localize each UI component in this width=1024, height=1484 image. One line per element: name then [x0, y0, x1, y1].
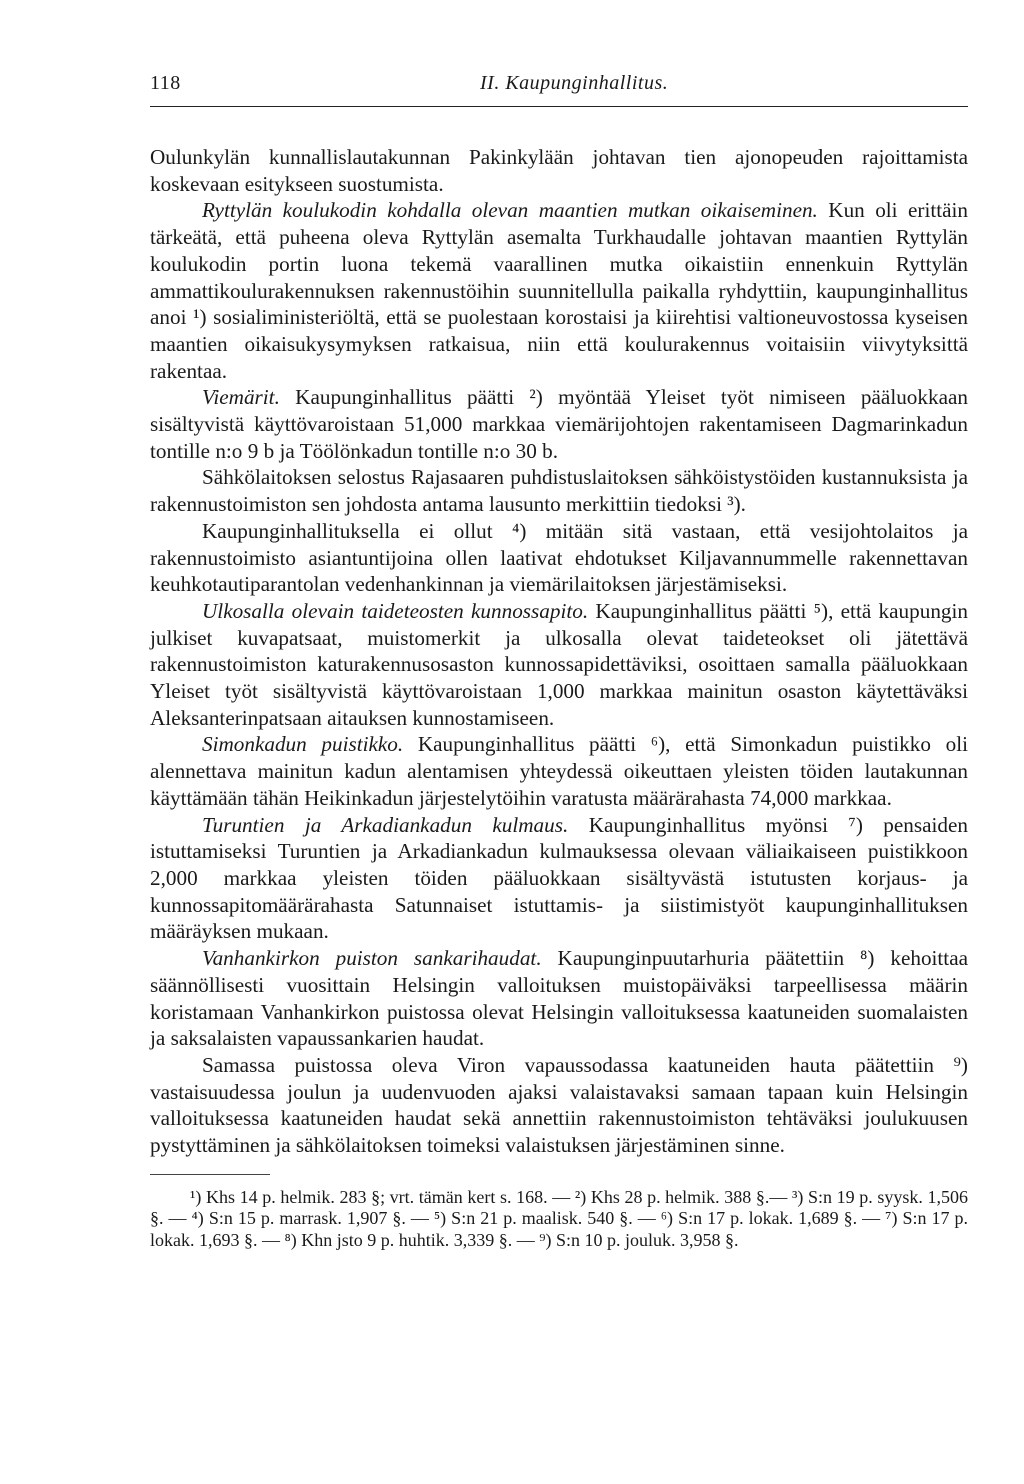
footnote-divider — [150, 1174, 270, 1175]
paragraph-simonkatu — [150, 731, 968, 811]
section-heading: Simonkadun puistikko. — [202, 732, 404, 757]
paragraph-ryttyla — [150, 197, 968, 384]
running-title: II. Kaupunginhallitus. — [480, 72, 669, 94]
paragraph-text: Kaupunginhallituksella ei ollut ⁴) mitään sitä vastaan, että vesijohtolaitos ja rakennustoimisto asiantuntijoina ollen laativat ehdotukset Kiljavannummelle rakennettavan keuhkotautiparantolan vedenhankinnan ja viemärilaitoksen järjestämiseksi. — [150, 518, 968, 597]
paragraph-sahkolaitos — [150, 464, 968, 517]
page-header — [150, 72, 968, 107]
paragraph-text: Oulunkylän kunnallislautakunnan Pakinkylään johtavan tien ajonopeuden rajoittamista koskevaan esitykseen suostumista. — [150, 145, 968, 196]
paragraph-text: Kaupunginpuutarhuria päätettiin ⁸) kehoittaa säännöllisesti vuosittain Helsingin valloituksen muistopäiväksi tarpeellisessa määrin koristamaan Vanhankirkon puistossa olevat Helsingin valloituksessa kaatuneiden suomalaisten ja saksalaisten vapaussankarien haudat. — [150, 946, 969, 1051]
section-heading: Ryttylän koulukodin kohdalla olevan maantien mutkan oikaiseminen. — [202, 198, 818, 223]
section-heading: Viemärit. — [202, 385, 280, 410]
section-heading: Ulkosalla olevain taideteosten kunnossapito. — [202, 598, 589, 623]
paragraph-vanhankirkko — [150, 945, 968, 1052]
paragraph-text: Kun oli erittäin tärkeätä, että puheena oleva Ryttylän asemalta Turkhaudalle johtavan maantien Ryttylän koulukodin portin luona tekemä vaarallinen mutka oikaistiin ennenkuin Ryttylän ammattikoulurakennuksen rakennustöihin suunnitellulla paikalla ryhdyttiin, kaupunginhallitus anoi ¹) sosialiministeriöltä, että se puolestaan korostaisi ja kiirehtisi valtioneuvostossa kyseisen maantien oikaisukysymyksen ratkaisua, niin että koulurakennus voitaisiin viivytyksittä rakentaa. — [150, 198, 968, 383]
paragraph-text: Kaupunginhallitus päätti ⁶), että Simonkadun puistikko oli alennettava mainitun kadun alentamisen yhteydessä oikeuttaen yleisten töiden lautakunnan käyttämään tähän Heikinkadun järjestelytöihin varatusta määrärahasta 74,000 markkaa. — [150, 732, 968, 810]
section-heading: Vanhankirkon puiston sankarihaudat. — [202, 946, 542, 971]
page-number: 118 — [150, 72, 181, 94]
document-page — [150, 72, 968, 1251]
body-text — [150, 144, 968, 1159]
paragraph-text: Kaupunginhallitus päätti ⁵), että kaupungin julkiset kuvapatsaat, muistomerkit ja ulkosalla olevat taideteokset oli jätettävä rakennustoimiston katurakennusosaston kunnossapidettäviksi, osoittaen samalla pääluokkaan Yleiset työt sisältyvistä käyttövaroistaan 1,000 markkaa mainitun osaston käytettäväksi Aleksanterinpatsaan aitauksen kunnostamiseen. — [150, 598, 968, 730]
paragraph-viemarit — [150, 384, 968, 464]
paragraph-viron-hauta — [150, 1052, 968, 1159]
section-heading: Turuntien ja Arkadiankadun kulmaus. — [202, 812, 569, 837]
paragraph-taideteokset — [150, 598, 968, 732]
paragraph-text: Samassa puistossa oleva Viron vapaussodassa kaatuneiden hauta päätettiin ⁹) vastaisuudessa joulun ja uudenvuoden ajaksi valaistavaksi samaan tapaan kuin Helsingin valloituksessa kaatuneiden haudat sekä annettiin rakennustoimiston tehtäväksi joulukuusen pystyttäminen ja sähkölaitoksen toimeksi valaistuksen järjestäminen sinne. — [150, 1052, 968, 1158]
paragraph-text: Kaupunginhallitus päätti ²) myöntää Yleiset työt nimiseen pääluokkaan sisältyvistä käyttövaroistaan 51,000 markkaa viemärijohtojen rakentamiseen Dagmarinkadun tontille n:o 9 b ja Töölönkadun tontille n:o 30 b. — [150, 385, 968, 463]
paragraph-text: Sähkölaitoksen selostus Rajasaaren puhdistuslaitoksen sähköistystöiden kustannuksista ja rakennustoimiston sen johdosta antama lausunto merkittiin tiedoksi ³). — [150, 465, 968, 517]
paragraph-vesijohtolaitos — [150, 518, 968, 598]
paragraph-oulunkyla — [150, 144, 968, 197]
paragraph-turuntie — [150, 812, 968, 946]
footnotes: ¹) Khs 14 p. helmik. 283 §; vrt. tämän kert s. 168. — ²) Khs 28 p. helmik. 388 §.— ³) S:n 19 p. syysk. 1,506 §. — ⁴) S:n 15 p. marrask. 1,907 §. — ⁵) S:n 21 p. maalisk. 540 §. — ⁶) S:n 17 p. lokak. 1,689 §. — ⁷) S:n 17 p. lokak. 1,693 §. — ⁸) Khn jsto 9 p. huhtik. 3,339 §. — ⁹) S:n 10 p. jouluk. 3,958 §. — [150, 1186, 968, 1250]
paragraph-text: Kaupunginhallitus myönsi ⁷) pensaiden istuttamiseksi Turuntien ja Arkadiankadun kulmauksessa olevaan väliaikaiseen puistikkoon 2,000 markkaa yleisten töiden pääluokkaan sisältyvästä istutusten korjaus- ja kunnossapitomäärärahasta Satunnaiset istuttamis- ja siistimistyöt kaupunginhallituksen määräyksen mukaan. — [150, 812, 968, 944]
